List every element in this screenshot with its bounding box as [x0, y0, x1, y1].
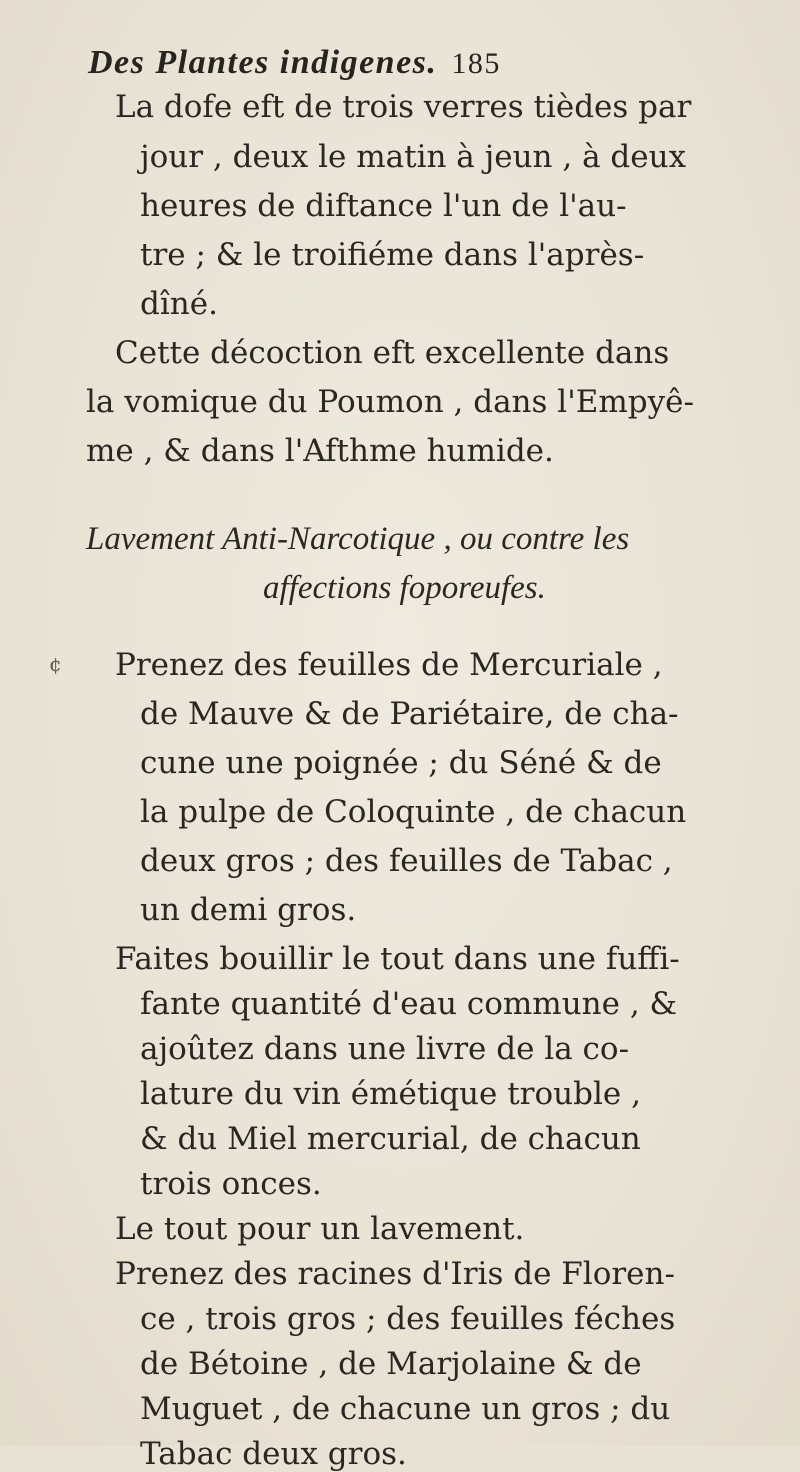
section-heading-line: affections foporeufes.: [263, 570, 546, 606]
section-heading-line: Lavement Anti-Narcotique , ou contre les: [86, 521, 630, 557]
text-line: ce , trois gros ; des feuilles féches: [140, 1301, 676, 1337]
text-line: ajoûtez dans une livre de la co-: [140, 1031, 630, 1067]
text-line: dîné.: [140, 286, 218, 322]
text-line: de Bétoine , de Marjolaine & de: [140, 1346, 642, 1382]
text-line: La dofe eft de trois verres tièdes par: [115, 89, 692, 125]
text-line: tre ; & le troifiéme dans l'après-: [140, 237, 645, 273]
text-line: Cette décoction eft excellente dans: [115, 335, 670, 371]
text-line: de Mauve & de Pariétaire, de cha-: [140, 696, 679, 732]
text-line: & du Miel mercurial, de chacun: [140, 1121, 641, 1157]
text-line: trois onces.: [140, 1166, 322, 1202]
text-line: heures de diftance l'un de l'au-: [140, 188, 627, 224]
text-line: Le tout pour un lavement.: [115, 1211, 525, 1247]
text-line: me , & dans l'Afthme humide.: [86, 433, 554, 469]
text-line: fante quantité d'eau commune , &: [140, 986, 678, 1022]
marginal-mark: ¢: [49, 652, 62, 676]
text-line: lature du vin émétique trouble ,: [140, 1076, 641, 1112]
running-head-title: Des Plantes indigenes.: [88, 44, 438, 81]
text-line: Faites bouillir le tout dans une fuffi-: [115, 941, 680, 977]
text-line: la pulpe de Coloquinte , de chacun: [140, 794, 687, 830]
text-line: cune une poignée ; du Séné & de: [140, 745, 662, 781]
text-line: la vomique du Poumon , dans l'Empyê-: [86, 384, 694, 420]
text-line: Muguet , de chacune un gros ; du: [140, 1391, 671, 1427]
text-line: Prenez des feuilles de Mercuriale ,: [115, 647, 663, 683]
running-head: [88, 44, 748, 82]
text-line: Tabac deux gros.: [140, 1436, 407, 1472]
text-line: Prenez des racines d'Iris de Floren-: [115, 1256, 675, 1292]
page-number: 185: [451, 47, 501, 80]
text-line: un demi gros.: [140, 892, 357, 928]
text-line: deux gros ; des feuilles de Tabac ,: [140, 843, 673, 879]
text-line: jour , deux le matin à jeun , à deux: [140, 139, 687, 175]
